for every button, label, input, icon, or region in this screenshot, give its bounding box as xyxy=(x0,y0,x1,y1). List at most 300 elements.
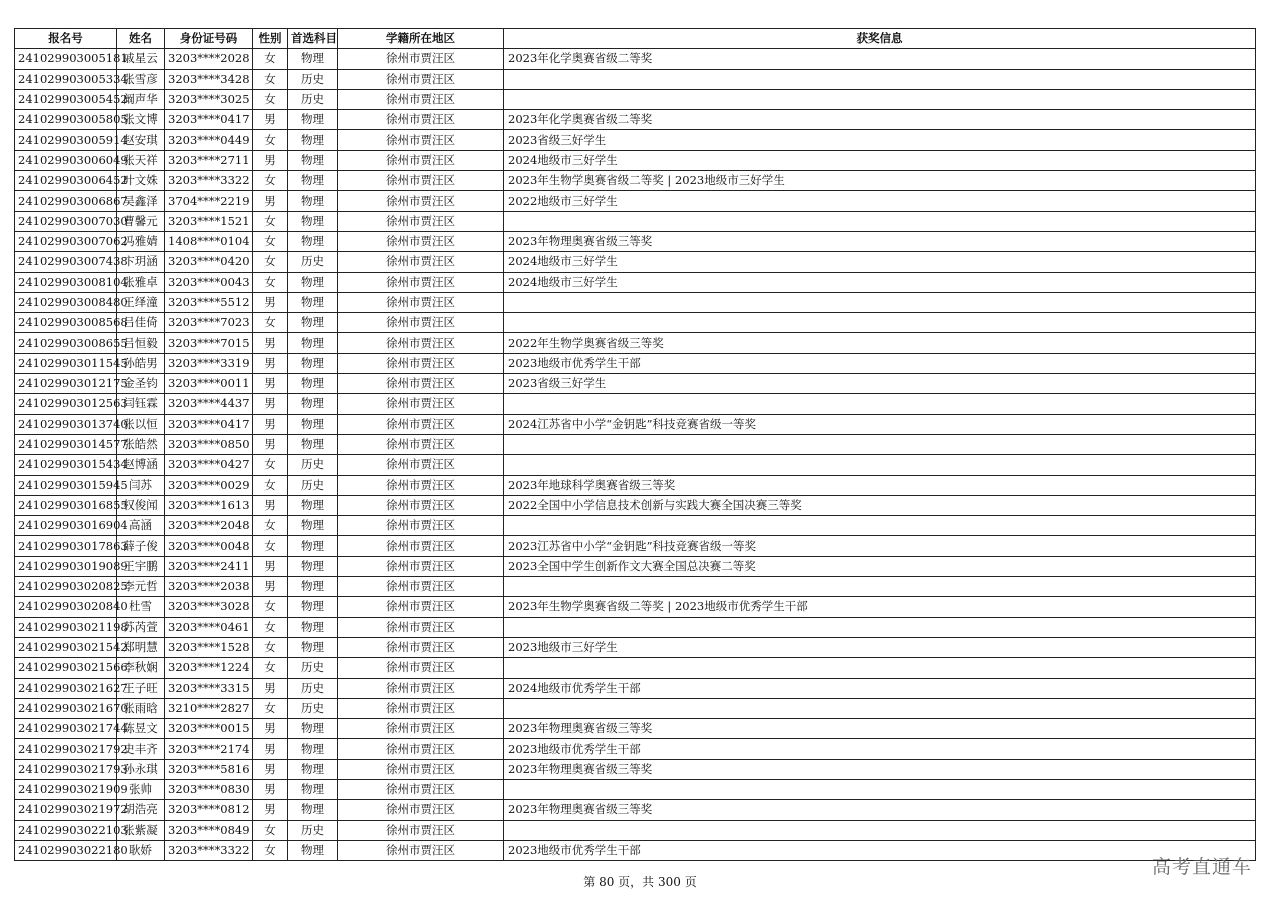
registration-no-cell: 241029903007030 xyxy=(15,211,117,231)
subject-cell: 物理 xyxy=(288,292,338,312)
name-cell: 吕恒毅 xyxy=(117,333,165,353)
subject-cell: 物理 xyxy=(288,110,338,130)
table-row xyxy=(15,556,1256,576)
award-cell: 2024地级市优秀学生干部 xyxy=(504,678,1256,698)
col-header-subject: 首选科目 xyxy=(288,29,338,49)
gender-cell: 女 xyxy=(253,313,288,333)
gender-cell: 男 xyxy=(253,333,288,353)
award-cell: 2023省级三好学生 xyxy=(504,374,1256,394)
region-cell: 徐州市贾汪区 xyxy=(338,191,504,211)
region-cell: 徐州市贾汪区 xyxy=(338,820,504,840)
award-cell: 2023年生物学奥赛省级二等奖 | 2023地级市优秀学生干部 xyxy=(504,597,1256,617)
name-cell: 史丰齐 xyxy=(117,739,165,759)
table-row xyxy=(15,516,1256,536)
region-cell: 徐州市贾汪区 xyxy=(338,658,504,678)
name-cell: 陈昱文 xyxy=(117,719,165,739)
subject-cell: 物理 xyxy=(288,49,338,69)
name-cell: 张雪彦 xyxy=(117,69,165,89)
gender-cell: 女 xyxy=(253,130,288,150)
subject-cell: 物理 xyxy=(288,495,338,515)
gender-cell: 男 xyxy=(253,678,288,698)
id-number-cell: 3203****0048 xyxy=(165,536,253,556)
name-cell: 闫苏 xyxy=(117,475,165,495)
region-cell: 徐州市贾汪区 xyxy=(338,252,504,272)
name-cell: 冯雅婧 xyxy=(117,231,165,251)
name-cell: 赵安琪 xyxy=(117,130,165,150)
award-cell xyxy=(504,89,1256,109)
award-cell xyxy=(504,779,1256,799)
subject-cell: 历史 xyxy=(288,658,338,678)
name-cell: 吴鑫泽 xyxy=(117,191,165,211)
id-number-cell: 3203****2028 xyxy=(165,49,253,69)
name-cell: 张文博 xyxy=(117,110,165,130)
table-row xyxy=(15,455,1256,475)
subject-cell: 历史 xyxy=(288,455,338,475)
id-number-cell: 3203****1528 xyxy=(165,637,253,657)
table-row xyxy=(15,577,1256,597)
gender-cell: 女 xyxy=(253,536,288,556)
col-header-awards: 获奖信息 xyxy=(504,29,1256,49)
registration-no-cell: 241029903020825 xyxy=(15,577,117,597)
id-number-cell: 3203****1224 xyxy=(165,658,253,678)
table-row xyxy=(15,231,1256,251)
award-cell xyxy=(504,69,1256,89)
subject-cell: 物理 xyxy=(288,577,338,597)
admissions-table xyxy=(14,28,1256,861)
award-cell: 2024江苏省中小学“金钥匙”科技竞赛省级一等奖 xyxy=(504,414,1256,434)
name-cell: 张雨晗 xyxy=(117,698,165,718)
region-cell: 徐州市贾汪区 xyxy=(338,597,504,617)
gender-cell: 男 xyxy=(253,434,288,454)
subject-cell: 物理 xyxy=(288,800,338,820)
gender-cell: 女 xyxy=(253,69,288,89)
name-cell: 胡浩亮 xyxy=(117,800,165,820)
registration-no-cell: 241029903006452 xyxy=(15,171,117,191)
gender-cell: 男 xyxy=(253,779,288,799)
table-row xyxy=(15,678,1256,698)
id-number-cell: 3203****0449 xyxy=(165,130,253,150)
name-cell: 曹馨元 xyxy=(117,211,165,231)
subject-cell: 物理 xyxy=(288,171,338,191)
region-cell: 徐州市贾汪区 xyxy=(338,516,504,536)
id-number-cell: 3203****3315 xyxy=(165,678,253,698)
registration-no-cell: 241029903005805 xyxy=(15,110,117,130)
table-row xyxy=(15,779,1256,799)
col-header-region: 学籍所在地区 xyxy=(338,29,504,49)
name-cell: 张天祥 xyxy=(117,150,165,170)
gender-cell: 女 xyxy=(253,840,288,860)
name-cell: 李秋娴 xyxy=(117,658,165,678)
table-row xyxy=(15,597,1256,617)
registration-no-cell: 241029903021542 xyxy=(15,637,117,657)
name-cell: 耿娇 xyxy=(117,840,165,860)
id-number-cell: 3203****3428 xyxy=(165,69,253,89)
table-row xyxy=(15,739,1256,759)
subject-cell: 物理 xyxy=(288,414,338,434)
registration-no-cell: 241029903022180 xyxy=(15,840,117,860)
subject-cell: 物理 xyxy=(288,840,338,860)
name-cell: 张雅卓 xyxy=(117,272,165,292)
registration-no-cell: 241029903007438 xyxy=(15,252,117,272)
id-number-cell: 3203****2048 xyxy=(165,516,253,536)
subject-cell: 物理 xyxy=(288,272,338,292)
gender-cell: 男 xyxy=(253,495,288,515)
id-number-cell: 3203****0015 xyxy=(165,719,253,739)
table-row xyxy=(15,69,1256,89)
award-cell: 2022全国中小学信息技术创新与实践大赛全国决赛三等奖 xyxy=(504,495,1256,515)
col-header-registration-no: 报名号 xyxy=(15,29,117,49)
registration-no-cell: 241029903021744 xyxy=(15,719,117,739)
subject-cell: 历史 xyxy=(288,252,338,272)
region-cell: 徐州市贾汪区 xyxy=(338,739,504,759)
registration-no-cell: 241029903007062 xyxy=(15,231,117,251)
award-cell xyxy=(504,313,1256,333)
id-number-cell: 3203****0850 xyxy=(165,434,253,454)
name-cell: 叶文姝 xyxy=(117,171,165,191)
registration-no-cell: 241029903013740 xyxy=(15,414,117,434)
region-cell: 徐州市贾汪区 xyxy=(338,556,504,576)
region-cell: 徐州市贾汪区 xyxy=(338,759,504,779)
table-row xyxy=(15,150,1256,170)
gender-cell: 男 xyxy=(253,353,288,373)
region-cell: 徐州市贾汪区 xyxy=(338,394,504,414)
gender-cell: 女 xyxy=(253,49,288,69)
table-row xyxy=(15,394,1256,414)
gender-cell: 女 xyxy=(253,171,288,191)
registration-no-cell: 241029903020840 xyxy=(15,597,117,617)
registration-no-cell: 241029903006049 xyxy=(15,150,117,170)
region-cell: 徐州市贾汪区 xyxy=(338,779,504,799)
name-cell: 王绎潼 xyxy=(117,292,165,312)
id-number-cell: 3203****0420 xyxy=(165,252,253,272)
gender-cell: 女 xyxy=(253,231,288,251)
name-cell: 孙永琪 xyxy=(117,759,165,779)
table-row xyxy=(15,759,1256,779)
registration-no-cell: 241029903005452 xyxy=(15,89,117,109)
region-cell: 徐州市贾汪区 xyxy=(338,313,504,333)
table-body xyxy=(15,49,1256,861)
gender-cell: 男 xyxy=(253,800,288,820)
subject-cell: 物理 xyxy=(288,374,338,394)
region-cell: 徐州市贾汪区 xyxy=(338,617,504,637)
name-cell: 权俊闻 xyxy=(117,495,165,515)
gender-cell: 男 xyxy=(253,292,288,312)
registration-no-cell: 241029903015945 xyxy=(15,475,117,495)
region-cell: 徐州市贾汪区 xyxy=(338,495,504,515)
col-header-name: 姓名 xyxy=(117,29,165,49)
name-cell: 薛子俊 xyxy=(117,536,165,556)
id-number-cell: 3203****0029 xyxy=(165,475,253,495)
gender-cell: 男 xyxy=(253,577,288,597)
subject-cell: 历史 xyxy=(288,698,338,718)
table-row xyxy=(15,292,1256,312)
award-cell: 2024地级市三好学生 xyxy=(504,252,1256,272)
id-number-cell: 3203****0849 xyxy=(165,820,253,840)
name-cell: 苏芮萱 xyxy=(117,617,165,637)
id-number-cell: 3203****2038 xyxy=(165,577,253,597)
table-row xyxy=(15,840,1256,860)
region-cell: 徐州市贾汪区 xyxy=(338,536,504,556)
table-row xyxy=(15,130,1256,150)
registration-no-cell: 241029903012175 xyxy=(15,374,117,394)
registration-no-cell: 241029903021793 xyxy=(15,759,117,779)
region-cell: 徐州市贾汪区 xyxy=(338,69,504,89)
award-cell: 2023地级市优秀学生干部 xyxy=(504,739,1256,759)
award-cell: 2023年物理奥赛省级三等奖 xyxy=(504,800,1256,820)
table-row xyxy=(15,171,1256,191)
col-header-gender: 性别 xyxy=(253,29,288,49)
table-row xyxy=(15,272,1256,292)
name-cell: 王子旺 xyxy=(117,678,165,698)
subject-cell: 物理 xyxy=(288,759,338,779)
registration-no-cell: 241029903021670 xyxy=(15,698,117,718)
id-number-cell: 3203****3028 xyxy=(165,597,253,617)
name-cell: 张帅 xyxy=(117,779,165,799)
award-cell: 2023年化学奥赛省级二等奖 xyxy=(504,49,1256,69)
award-cell: 2023年物理奥赛省级三等奖 xyxy=(504,231,1256,251)
award-cell: 2023年化学奥赛省级二等奖 xyxy=(504,110,1256,130)
gender-cell: 女 xyxy=(253,211,288,231)
registration-no-cell: 241029903005914 xyxy=(15,130,117,150)
id-number-cell: 3203****7023 xyxy=(165,313,253,333)
gender-cell: 女 xyxy=(253,820,288,840)
award-cell: 2023年物理奥赛省级三等奖 xyxy=(504,759,1256,779)
id-number-cell: 3203****2711 xyxy=(165,150,253,170)
table-row xyxy=(15,475,1256,495)
registration-no-cell: 241029903012563 xyxy=(15,394,117,414)
gender-cell: 男 xyxy=(253,759,288,779)
id-number-cell: 3203****3319 xyxy=(165,353,253,373)
award-cell xyxy=(504,455,1256,475)
gender-cell: 女 xyxy=(253,89,288,109)
subject-cell: 物理 xyxy=(288,130,338,150)
subject-cell: 物理 xyxy=(288,211,338,231)
name-cell: 李元哲 xyxy=(117,577,165,597)
subject-cell: 物理 xyxy=(288,516,338,536)
award-cell: 2023地级市三好学生 xyxy=(504,637,1256,657)
subject-cell: 物理 xyxy=(288,353,338,373)
region-cell: 徐州市贾汪区 xyxy=(338,800,504,820)
registration-no-cell: 241029903019089 xyxy=(15,556,117,576)
table-row xyxy=(15,252,1256,272)
table-row xyxy=(15,495,1256,515)
region-cell: 徐州市贾汪区 xyxy=(338,698,504,718)
name-cell: 闫钰霖 xyxy=(117,394,165,414)
gender-cell: 女 xyxy=(253,597,288,617)
name-cell: 金圣钧 xyxy=(117,374,165,394)
table-row xyxy=(15,110,1256,130)
gender-cell: 男 xyxy=(253,739,288,759)
region-cell: 徐州市贾汪区 xyxy=(338,272,504,292)
id-number-cell: 3203****7015 xyxy=(165,333,253,353)
registration-no-cell: 241029903021566 xyxy=(15,658,117,678)
region-cell: 徐州市贾汪区 xyxy=(338,353,504,373)
table-row xyxy=(15,617,1256,637)
gender-cell: 女 xyxy=(253,252,288,272)
name-cell: 王宇鹏 xyxy=(117,556,165,576)
id-number-cell: 3203****0011 xyxy=(165,374,253,394)
id-number-cell: 3203****0830 xyxy=(165,779,253,799)
award-cell xyxy=(504,617,1256,637)
region-cell: 徐州市贾汪区 xyxy=(338,577,504,597)
award-cell: 2022地级市三好学生 xyxy=(504,191,1256,211)
name-cell: 戚星云 xyxy=(117,49,165,69)
registration-no-cell: 241029903005334 xyxy=(15,69,117,89)
region-cell: 徐州市贾汪区 xyxy=(338,333,504,353)
id-number-cell: 1408****0104 xyxy=(165,231,253,251)
table-row xyxy=(15,820,1256,840)
subject-cell: 历史 xyxy=(288,820,338,840)
table-row xyxy=(15,800,1256,820)
registration-no-cell: 241029903014577 xyxy=(15,434,117,454)
name-cell: 郑明慧 xyxy=(117,637,165,657)
region-cell: 徐州市贾汪区 xyxy=(338,455,504,475)
award-cell: 2023全国中学生创新作文大赛全国总决赛二等奖 xyxy=(504,556,1256,576)
id-number-cell: 3203****4437 xyxy=(165,394,253,414)
gender-cell: 男 xyxy=(253,110,288,130)
region-cell: 徐州市贾汪区 xyxy=(338,840,504,860)
registration-no-cell: 241029903008480 xyxy=(15,292,117,312)
gender-cell: 女 xyxy=(253,637,288,657)
table-row xyxy=(15,353,1256,373)
subject-cell: 物理 xyxy=(288,637,338,657)
header-row xyxy=(15,29,1256,49)
table-row xyxy=(15,313,1256,333)
subject-cell: 物理 xyxy=(288,617,338,637)
region-cell: 徐州市贾汪区 xyxy=(338,637,504,657)
gender-cell: 女 xyxy=(253,617,288,637)
gender-cell: 男 xyxy=(253,556,288,576)
name-cell: 卞玥涵 xyxy=(117,252,165,272)
gender-cell: 女 xyxy=(253,455,288,475)
name-cell: 赵博涵 xyxy=(117,455,165,475)
registration-no-cell: 241029903021909 xyxy=(15,779,117,799)
gender-cell: 男 xyxy=(253,394,288,414)
registration-no-cell: 241029903021792 xyxy=(15,739,117,759)
gender-cell: 女 xyxy=(253,272,288,292)
table-row xyxy=(15,191,1256,211)
award-cell: 2023年地球科学奥赛省级三等奖 xyxy=(504,475,1256,495)
award-cell: 2023省级三好学生 xyxy=(504,130,1256,150)
table-row xyxy=(15,658,1256,678)
award-cell: 2023年生物学奥赛省级二等奖 | 2023地级市三好学生 xyxy=(504,171,1256,191)
gender-cell: 女 xyxy=(253,658,288,678)
table-row xyxy=(15,637,1256,657)
gender-cell: 女 xyxy=(253,698,288,718)
table-row xyxy=(15,374,1256,394)
registration-no-cell: 241029903021972 xyxy=(15,800,117,820)
id-number-cell: 3704****2219 xyxy=(165,191,253,211)
subject-cell: 物理 xyxy=(288,394,338,414)
id-number-cell: 3203****3322 xyxy=(165,840,253,860)
region-cell: 徐州市贾汪区 xyxy=(338,130,504,150)
gender-cell: 男 xyxy=(253,719,288,739)
subject-cell: 历史 xyxy=(288,475,338,495)
id-number-cell: 3203****0427 xyxy=(165,455,253,475)
award-cell: 2024地级市三好学生 xyxy=(504,150,1256,170)
registration-no-cell: 241029903015434 xyxy=(15,455,117,475)
name-cell: 张皓然 xyxy=(117,434,165,454)
gender-cell: 男 xyxy=(253,191,288,211)
name-cell: 孙皓男 xyxy=(117,353,165,373)
registration-no-cell: 241029903021198 xyxy=(15,617,117,637)
award-cell: 2024地级市三好学生 xyxy=(504,272,1256,292)
region-cell: 徐州市贾汪区 xyxy=(338,434,504,454)
subject-cell: 物理 xyxy=(288,434,338,454)
gender-cell: 男 xyxy=(253,374,288,394)
region-cell: 徐州市贾汪区 xyxy=(338,150,504,170)
award-cell xyxy=(504,434,1256,454)
gender-cell: 男 xyxy=(253,150,288,170)
award-cell xyxy=(504,820,1256,840)
table-row xyxy=(15,698,1256,718)
id-number-cell: 3203****1521 xyxy=(165,211,253,231)
id-number-cell: 3203****5512 xyxy=(165,292,253,312)
page-footer: 第 80 页，共 300 页 xyxy=(583,875,697,889)
subject-cell: 物理 xyxy=(288,719,338,739)
gender-cell: 男 xyxy=(253,414,288,434)
watermark: 高考直通车 xyxy=(1151,856,1252,878)
registration-no-cell: 241029903016904 xyxy=(15,516,117,536)
id-number-cell: 3203****0417 xyxy=(165,414,253,434)
registration-no-cell: 241029903016855 xyxy=(15,495,117,515)
award-cell xyxy=(504,698,1256,718)
award-cell xyxy=(504,394,1256,414)
subject-cell: 历史 xyxy=(288,678,338,698)
subject-cell: 物理 xyxy=(288,191,338,211)
region-cell: 徐州市贾汪区 xyxy=(338,374,504,394)
name-cell: 杜雪 xyxy=(117,597,165,617)
name-cell: 吕佳倚 xyxy=(117,313,165,333)
subject-cell: 物理 xyxy=(288,779,338,799)
registration-no-cell: 241029903017863 xyxy=(15,536,117,556)
subject-cell: 物理 xyxy=(288,556,338,576)
id-number-cell: 3203****3322 xyxy=(165,171,253,191)
region-cell: 徐州市贾汪区 xyxy=(338,678,504,698)
subject-cell: 物理 xyxy=(288,739,338,759)
id-number-cell: 3203****0812 xyxy=(165,800,253,820)
award-cell: 2023江苏省中小学“金钥匙”科技竞赛省级一等奖 xyxy=(504,536,1256,556)
registration-no-cell: 241029903008104 xyxy=(15,272,117,292)
region-cell: 徐州市贾汪区 xyxy=(338,110,504,130)
table-row xyxy=(15,89,1256,109)
table-row xyxy=(15,211,1256,231)
table-row xyxy=(15,719,1256,739)
id-number-cell: 3203****0417 xyxy=(165,110,253,130)
region-cell: 徐州市贾汪区 xyxy=(338,211,504,231)
region-cell: 徐州市贾汪区 xyxy=(338,171,504,191)
award-cell xyxy=(504,211,1256,231)
id-number-cell: 3203****1613 xyxy=(165,495,253,515)
name-cell: 阚声华 xyxy=(117,89,165,109)
table-row xyxy=(15,414,1256,434)
award-cell: 2022年生物学奥赛省级三等奖 xyxy=(504,333,1256,353)
award-cell xyxy=(504,292,1256,312)
id-number-cell: 3210****2827 xyxy=(165,698,253,718)
registration-no-cell: 241029903008655 xyxy=(15,333,117,353)
id-number-cell: 3203****2411 xyxy=(165,556,253,576)
name-cell: 张紫凝 xyxy=(117,820,165,840)
region-cell: 徐州市贾汪区 xyxy=(338,475,504,495)
region-cell: 徐州市贾汪区 xyxy=(338,719,504,739)
region-cell: 徐州市贾汪区 xyxy=(338,49,504,69)
award-cell: 2023地级市优秀学生干部 xyxy=(504,353,1256,373)
id-number-cell: 3203****2174 xyxy=(165,739,253,759)
id-number-cell: 3203****3025 xyxy=(165,89,253,109)
registration-no-cell: 241029903005181 xyxy=(15,49,117,69)
gender-cell: 女 xyxy=(253,475,288,495)
registration-no-cell: 241029903011545 xyxy=(15,353,117,373)
